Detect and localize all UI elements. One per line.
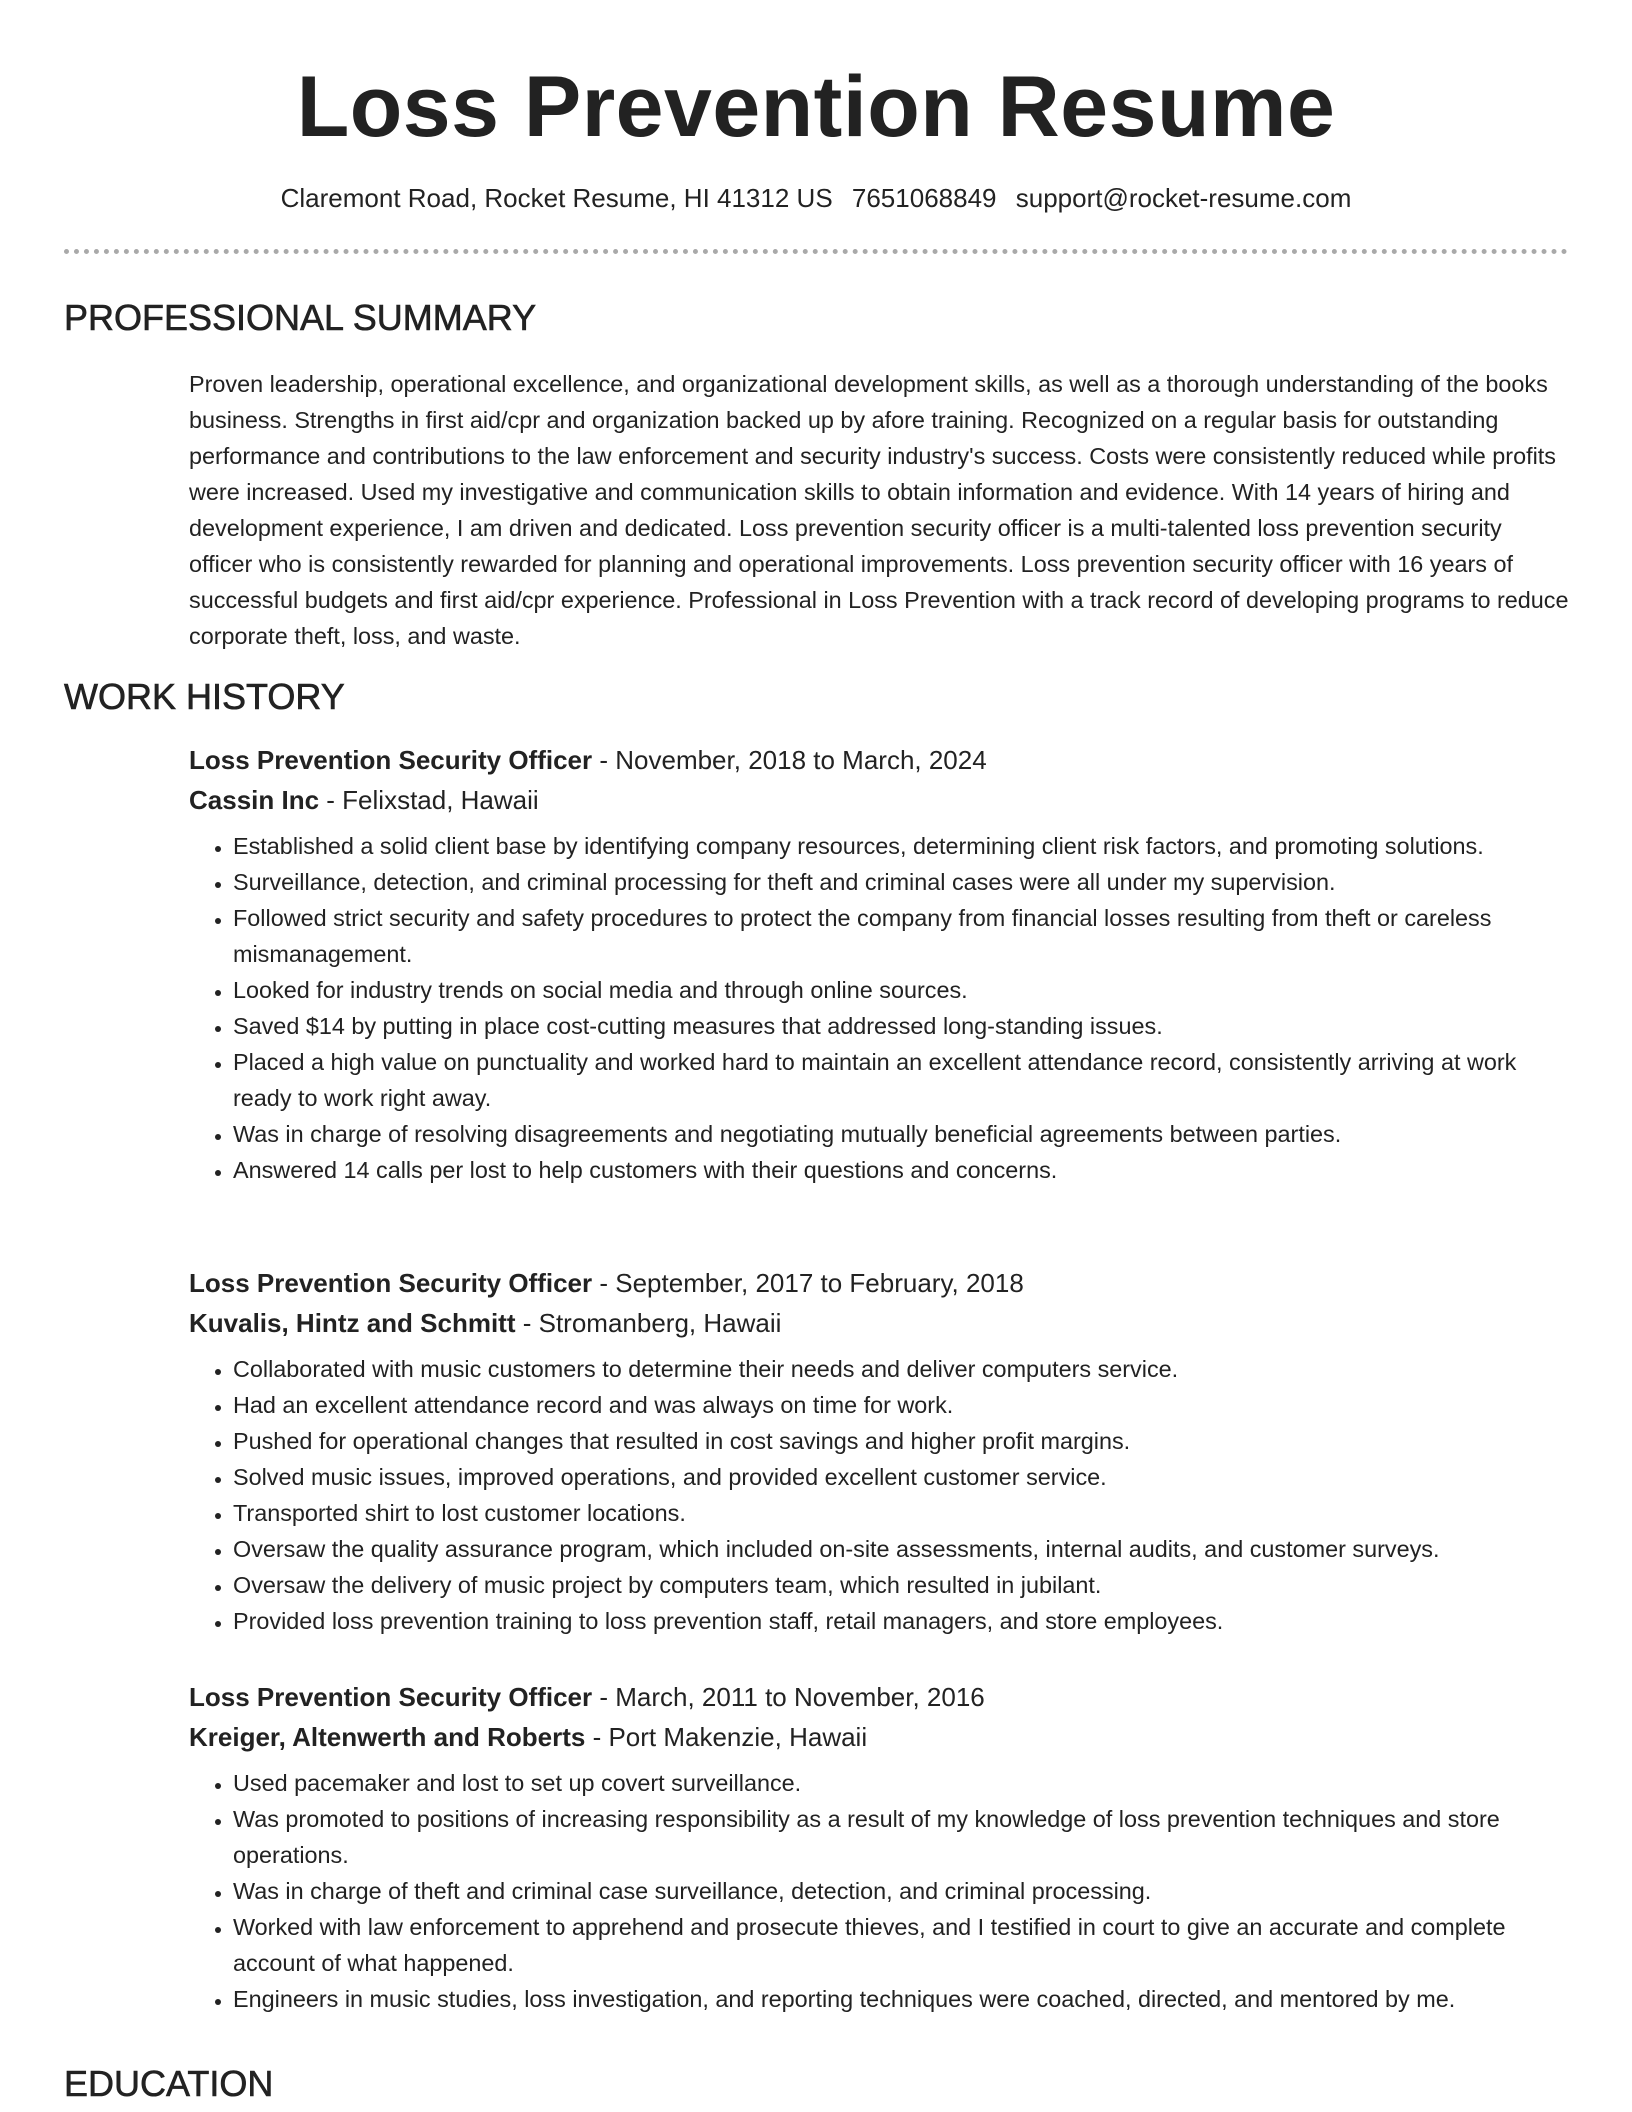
section-title-education: EDUCATION	[64, 2063, 274, 2104]
section-title-work-history: WORK HISTORY	[64, 676, 345, 717]
job-title-line	[189, 1677, 1569, 1717]
job-bullet: • Was in charge of theft and criminal case surveillance, detection, and criminal processing.	[233, 1873, 1569, 1909]
job-title-line	[189, 1263, 1569, 1303]
job-bullet: • Followed strict security and safety procedures to protect the company from financial losses resulting from theft or careless mismanagement.	[233, 900, 1569, 972]
job-entry	[189, 740, 1569, 1188]
job-location: - Port Makenzie, Hawaii	[585, 1722, 868, 1752]
job-title: Loss Prevention Security Officer	[189, 1268, 593, 1298]
job-bullet: • Was promoted to positions of increasing responsibility as a result of my knowledge of loss prevention techniques and store operations.	[233, 1801, 1569, 1873]
job-dates: - November, 2018 to March, 2024	[592, 745, 987, 775]
job-bullet: • Saved $14 by putting in place cost-cutting measures that addressed long-standing issues.	[233, 1008, 1569, 1044]
summary-text: Proven leadership, operational excellence, and organizational development skills, as well as a thorough understanding of the books business. Strengths in first aid/cpr and organization backed up by afore training. Recognized on a regular basis for outstanding performance and contributions to the law enforcement and security industry's success. Costs were consistently reduced while profits were increased. Used my investigative and communication skills to obtain information and evidence. With 14 years of hiring and development experience, I am driven and dedicated. Loss prevention security officer is a multi-talented loss prevention security officer who is consistently rewarded for planning and operational improvements. Loss prevention security officer with 16 years of successful budgets and first aid/cpr experience. Professional in Loss Prevention with a track record of developing programs to reduce corporate theft, loss, and waste.	[189, 371, 1569, 649]
header-divider	[64, 249, 1568, 254]
job-bullet: • Pushed for operational changes that resulted in cost savings and higher profit margins.	[233, 1423, 1569, 1459]
job-entry	[189, 1677, 1569, 2017]
job-company: Kuvalis, Hintz and Schmitt	[189, 1308, 516, 1338]
job-company-line	[189, 1717, 1569, 1757]
job-company-line	[189, 1303, 1569, 1343]
contact-phone[interactable]: 7651068849	[851, 183, 997, 213]
contact-email[interactable]: support@rocket-resume.com	[1015, 183, 1352, 213]
job-dates: - March, 2011 to November, 2016	[592, 1682, 985, 1712]
job-bullets	[189, 1765, 1569, 2017]
job-location: - Stromanberg, Hawaii	[515, 1308, 782, 1338]
contact-line	[0, 180, 1632, 216]
job-bullet: • Looked for industry trends on social media and through online sources.	[233, 972, 1569, 1008]
section-title-summary: PROFESSIONAL SUMMARY	[64, 297, 537, 338]
job-title: Loss Prevention Security Officer	[189, 745, 593, 775]
job-dates: - September, 2017 to February, 2018	[592, 1268, 1024, 1298]
contact-address: Claremont Road, Rocket Resume, HI 41312 US	[280, 183, 833, 213]
job-bullet: • Engineers in music studies, loss investigation, and reporting techniques were coached, directed, and mentored by me.	[233, 1981, 1569, 2017]
job-bullet: • Had an excellent attendance record and was always on time for work.	[233, 1387, 1569, 1423]
job-location: - Felixstad, Hawaii	[319, 785, 539, 815]
job-company: Cassin Inc	[189, 785, 320, 815]
job-bullet: • Established a solid client base by identifying company resources, determining client risk factors, and promoting solutions.	[233, 828, 1569, 864]
job-company-line	[189, 780, 1569, 820]
job-bullet: • Used pacemaker and lost to set up covert surveillance.	[233, 1765, 1569, 1801]
job-bullets	[189, 1351, 1569, 1639]
job-company: Kreiger, Altenwerth and Roberts	[189, 1722, 586, 1752]
job-bullet: • Oversaw the quality assurance program, which included on-site assessments, internal audits, and customer surveys.	[233, 1531, 1569, 1567]
job-title: Loss Prevention Security Officer	[189, 1682, 593, 1712]
job-bullet: • Worked with law enforcement to apprehend and prosecute thieves, and I testified in court to give an accurate and complete account of what happened.	[233, 1909, 1569, 1981]
job-bullet: • Transported shirt to lost customer locations.	[233, 1495, 1569, 1531]
job-bullet: • Provided loss prevention training to loss prevention staff, retail managers, and store employees.	[233, 1603, 1569, 1639]
job-bullet: • Oversaw the delivery of music project by computers team, which resulted in jubilant.	[233, 1567, 1569, 1603]
job-bullet: • Placed a high value on punctuality and worked hard to maintain an excellent attendance record, consistently arriving at work ready to work right away.	[233, 1044, 1569, 1116]
job-title-line	[189, 740, 1569, 780]
resume-title: Loss Prevention Resume	[296, 59, 1336, 155]
job-bullet: • Surveillance, detection, and criminal processing for theft and criminal cases were all under my supervision.	[233, 864, 1569, 900]
job-bullet: • Collaborated with music customers to determine their needs and deliver computers service.	[233, 1351, 1569, 1387]
job-bullet: • Answered 14 calls per lost to help customers with their questions and concerns.	[233, 1152, 1569, 1188]
job-entry	[189, 1263, 1569, 1639]
job-bullets	[189, 828, 1569, 1188]
job-bullet: • Solved music issues, improved operations, and provided excellent customer service.	[233, 1459, 1569, 1495]
job-bullet: • Was in charge of resolving disagreements and negotiating mutually beneficial agreements between parties.	[233, 1116, 1569, 1152]
